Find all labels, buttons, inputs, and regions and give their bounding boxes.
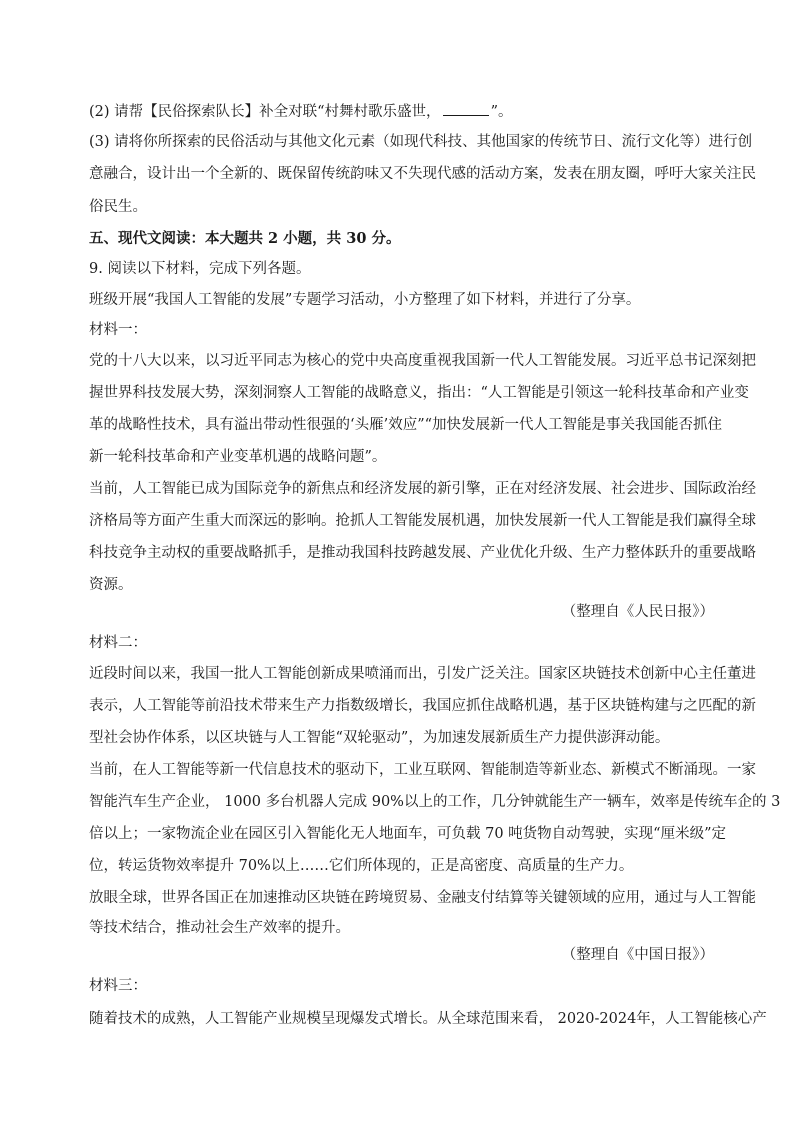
material-2-line: 智能汽车生产企业， 1000 多台机器人完成 90%以上的工作，几分钟就能生产一辆车，效率是传统车企的 3 — [89, 794, 781, 810]
material-2-line: 位，转运货物效率提升 70%以上……它们所体现的，正是高密度、高质量的生产力。 — [89, 858, 634, 874]
material-1-line: 科技竞争主动权的重要战略抓手，是推动我国科技跨越发展、产业优化升级、生产力整体跃升的重要战略 — [89, 545, 756, 561]
answer-blank[interactable] — [443, 101, 489, 116]
material-2-line: 等技术结合，推动社会生产效率的提升。 — [89, 920, 350, 936]
question-2: (2) 请帮【民俗探索队长】补全对联“村舞村歌乐盛世， ”。 — [89, 101, 512, 122]
material-1-line: 当前，人工智能已成为国际竞争的新焦点和经济发展的新引擎，正在对经济发展、社会进步、国际政治经 — [89, 481, 756, 497]
material-1-line: 握世界科技发展大势，深刻洞察人工智能的战略意义，指出：“人工智能是引领这一轮科技革命和产业变 — [89, 385, 749, 401]
material-3-line: 随着技术的成熟，人工智能产业规模呈现爆发式增长。从全球范围来看， 2020-2024年，人工智能核心产 — [89, 1011, 767, 1027]
material-2-line: 近段时间以来，我国一批人工智能创新成果喷涌而出，引发广泛关注。国家区块链技术创新中心主任董进 — [89, 666, 756, 682]
material-1-line: 济格局等方面产生重大而深远的影响。抢抓人工智能发展机遇，加快发展新一代人工智能是我们赢得全球 — [89, 513, 756, 529]
material-3-label: 材料三： — [89, 978, 147, 994]
intro-text: 班级开展“我国人工智能的发展”专题学习活动，小方整理了如下材料，并进行了分享。 — [89, 292, 641, 308]
question-3-line: 俗民生。 — [89, 199, 147, 215]
material-2-label: 材料二： — [89, 635, 147, 651]
question-3-line: 意融合，设计出一个全新的、既保留传统韵味又不失现代感的活动方案，发表在朋友圈，呼吁大家关注民 — [89, 166, 756, 182]
material-1-line: 资源。 — [89, 577, 133, 593]
material-1-line: 党的十八大以来，以习近平同志为核心的党中央高度重视我国新一代人工智能发展。习近平总书记深刻把 — [89, 353, 756, 369]
material-1-label: 材料一： — [89, 322, 147, 338]
section-heading: 五、现代文阅读：本大题共 2 小题，共 30 分。 — [89, 230, 401, 247]
material-2-source: （整理自《中国日报》） — [561, 947, 714, 963]
question-3-line: (3) 请将你所探索的民俗活动与其他文化元素（如现代科技、其他国家的传统节日、流行文化等）进行创 — [89, 134, 753, 150]
material-1-line: 新一轮科技革命和产业变革机遇的战略问题”。 — [89, 449, 387, 465]
material-1-line: 革的战略性技术，具有溢出带动性很强的‘头雁’效应”“加快发展新一代人工智能是事关我国能否抓住 — [89, 417, 723, 433]
material-1-source: （整理自《人民日报》） — [561, 604, 714, 620]
material-2-line: 型社会协作体系，以区块链与人工智能“双轮驱动”，为加速发展新质生产力提供澎湃动能。 — [89, 730, 670, 746]
material-2-line: 倍以上；一家物流企业在园区引入智能化无人地面车，可负载 70 吨货物自动驾驶，实现“厘米级”定 — [89, 826, 726, 842]
question-9-prompt: 9. 阅读以下材料，完成下列各题。 — [89, 261, 311, 277]
material-2-line: 放眼全球，世界各国正在加速推动区块链在跨境贸易、金融支付结算等关键领域的应用，通过与人工智能 — [89, 890, 756, 906]
material-2-line: 表示，人工智能等前沿技术带来生产力指数级增长，我国应抓住战略机遇，基于区块链构建与之匹配的新 — [89, 698, 756, 714]
material-2-line: 当前，在人工智能等新一代信息技术的驱动下，工业互联网、智能制造等新业态、新模式不断涌现。一家 — [89, 762, 756, 778]
